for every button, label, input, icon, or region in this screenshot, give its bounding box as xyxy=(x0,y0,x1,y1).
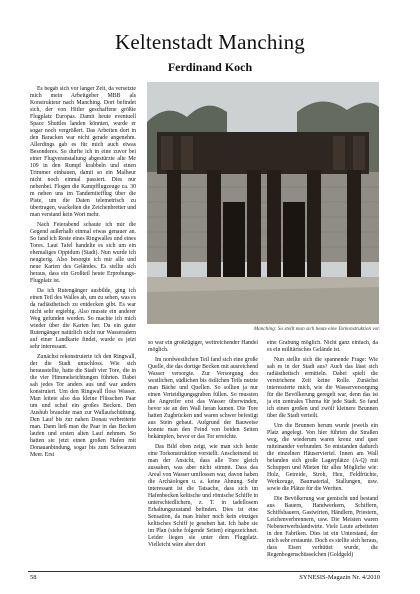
gate-reconstruction-photo xyxy=(147,82,379,324)
paragraph: Die Bevölkerung war gemischt und bestand aus Bauern, Handwerkern, Schiffern, Schiffsbauern, Gastwirten, Händlern, Priestern, Leichenverbrennern, usw. Die Meisten waren Nebenerwerbslandwirte. Viele Leute arbeiteten in den Fabriken. Dies ist ein Unterstand, der mich sehr erstaunte. Doch es stellte sich heraus, dass Eisen verhüttet wurde, die Regenbogenschüsselchen (Goldgeld) xyxy=(267,496,378,558)
magazine-issue: SYNESIS-Magazin Nr. 4/2010 xyxy=(299,574,380,581)
paragraph: so war ein großzügiger, weitreichender Handel möglich. xyxy=(148,340,258,353)
paragraph: eine Grabung möglich. Nicht ganz einfach, da es ein militärisches Gelände ist. xyxy=(267,340,378,353)
paragraph: Nun stellte sich die spannende Frage: Wie sah es in der Stadt aus? Auch das lässt sich radiästhetisch ermitteln. Dabei spielt die verstrichene Zeit keine Rolle. Zunächst interessierte mich, wie die Wasserversorgung für die Bevölkerung geregelt war, denn das ist ja ein zentrales Thema für jede Stadt. So fand ich einen großen und zwölf kleinere Brunnen über die Stadt verteilt. xyxy=(267,357,378,419)
photo-caption: Manching: So stellt man sich heute eine Torkonstruktion vor. xyxy=(253,326,380,332)
text-column-2 xyxy=(148,340,258,568)
paragraph: Da ich Rutengänger ausbilde, ging ich einen Teil des Walles ab, um zu sehen, was es da radiästhetisch zu entdecken gibt. Es war nicht sehr ergiebig. Also musste ein anderer Weg gefunden werden. So machte ich mich wieder über die Karten her. Da ein guter Rutengänger natürlich nicht nur Wasseradern auf einer Landkarte findet, wurde es jetzt sehr interessant. xyxy=(30,288,136,350)
paragraph: Um die Brunnen herum wurde jeweils ein Platz angelegt. Von hier führten die Straßen weg, die wiederum waren kreuz und quer miteinander verbunden. So entstanden dadurch die einzelnen Häuserviertel. Innen am Wall befanden sich große Lagerplätze (A-Q) mit Schuppen und Mieten für alles Mögliche wie: Holz, Getreide, Stroh, Heu, Feldfrüchte, Werkzeuge, Baumaterial, Stallungen, usw. sowie die Plätze für die Werften. xyxy=(267,423,378,492)
gate-photo-drawing xyxy=(147,82,379,324)
paragraph: Das Bild oben zeigt, wie man sich heute eine Torkonstruktion vorstellt. Anscheinend ist man der Ansicht, dass alle Tore gleich aussahen, was aber nicht stimmt. Dass das Areal von Wasser umflossen war, davon haben die Archäologen u. a. keine Ahnung. Sehr interessant ist die Tatsache, dass sich im Hafenbecken keltische und römische Schiffe in unterschiedlichem, z. T. in tadellosem Erhaltungszustand befinden. Dies ist eine Sensation, da man bisher noch kein einziges keltisches Schiff je gesehen hat. Ich habe sie im Plan (siehe folgende Seiten) eingezeichnet. Leider liegen sie unter dem Flugplatz. Vielleicht wäre aber dort xyxy=(148,444,258,548)
paragraph: Zunächst rekonstruierte ich den Ringwall, der die Stadt umschloss. Wie sich herausstellte, hatte die Stadt vier Tore, die in die vier Himmelsrichtungen führten. Dabei sah jedes Tor anders aus und war anders konstruiert. Um den Ringwall floss Wasser. Man leitete also das kleine Flüsschen Paar um und schuf ein großes Becken. Den Aushub brauchte man zur Wallaufschüttung. Den Lauf bis zur nahen Donau verbreiterte man. Dann ließ man die Paar in das Becken laufen und ersten alten Lauf nehmen. So hatten sie jetzt einen großen Hafen mit Donauanbindung, sogar bis zum Schwarzen Meer. Erst xyxy=(30,354,136,458)
paragraph: Es begab sich vor langer Zeit, da versetzte mich mein Arbeitgeber MBB als Konstrukteur nach Manching. Dort befindet sich, der von Hitler geschaffene größte Flugplatz Europas. Damit heute eventuell Space Shuttles landen könnten, wurde er sogar noch vergrößert. Das Arbeiten dort in den Baracken war nicht gerade angenehm. Allerdings gab es für mich auch etwas Besonderes. So durfte ich in eine zuvor bei einer Flugveranstaltung abgestürzte alte Me 109 in den Rumpf krabbeln und einen Trimmer einbauen, damit so ein Malheur nicht noch einmal passiert. Dies nur nebenbei. Flogen die Kampfflugzeuge ca. 30 m neben uns im Tandemtiefflug über die Piste, um die Daten telemetrisch zu übertragen, wackelten die Zeichenbretter und man verstand kein Wort mehr. xyxy=(30,86,136,218)
page-number: 58 xyxy=(30,574,37,581)
article-author: Ferdinand Koch xyxy=(167,60,253,74)
article-title: Keltenstadt Manching xyxy=(114,30,306,54)
paragraph: Nach Feierabend schaute ich mir die Gegend außerhalb einmal etwas genauer an. So fand ich Reste eines Ringwalles und eines Tores. Laut Tafel handelte es sich um ein ehemaliges Oppidum (Stadt). Nun wurde ich neugierig. Also besorgte ich mir alle und neue Karten des Geländes. Es stellte sich heraus, dass ein Großteil heute Erprobungs-Flugplatz ist. xyxy=(30,222,136,284)
footer-divider xyxy=(28,571,380,572)
paragraph: Im nordwestlichen Teil fand sich eine große Quelle, die das dortige Becken mit ausreichend Wasser versorgte. Zur Versorgung des westlichen, südlichen bis östlichen Teils nutzte man Bäche und Quellen. So sollten ja nur einen Verteidigungsgraben füllen. So mussten die Angreifer erst das Wasser überwinden, bevor sie an den Wall heran kamen. Die Tore hatten Zugbrücken und waren schwer befestigt aus Stein gebaut. Aufgrund der Bauweise konnte man den Feind von beiden Seiten bekämpfen, bevor er das Tor erreichte. xyxy=(148,357,258,440)
text-column-1 xyxy=(30,86,136,566)
text-column-3 xyxy=(267,340,378,568)
